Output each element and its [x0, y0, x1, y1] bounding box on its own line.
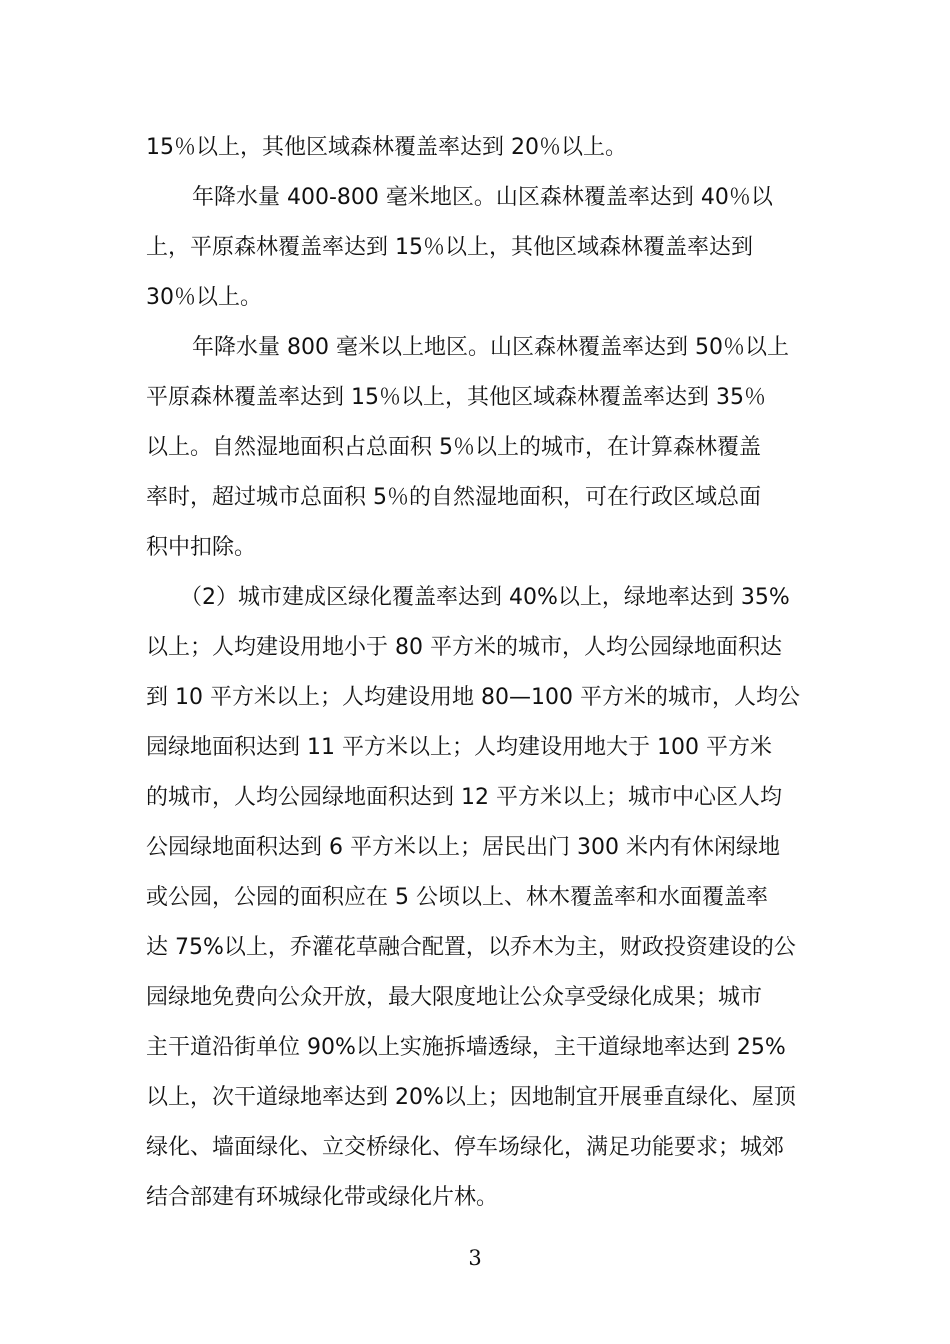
text-line: 达 75%以上，乔灌花草融合配置，以乔木为主，财政投资建设的公: [146, 935, 796, 960]
text-line: 园绿地面积达到 11 平方米以上；人均建设用地大于 100 平方米: [146, 735, 772, 760]
text-line: 平原森林覆盖率达到 15％以上，其他区域森林覆盖率达到 35％: [146, 385, 766, 410]
text-line: 15％以上，其他区域森林覆盖率达到 20％以上。: [146, 135, 627, 160]
text-line: 或公园，公园的面积应在 5 公顷以上、林木覆盖率和水面覆盖率: [146, 885, 768, 910]
text-line: 以上，次干道绿地率达到 20%以上；因地制宜开展垂直绿化、屋顶: [146, 1085, 796, 1110]
text-line: 以上。自然湿地面积占总面积 5％以上的城市，在计算森林覆盖: [146, 435, 761, 460]
text-line: 结合部建有环城绿化带或绿化片林。: [146, 1185, 499, 1210]
text-line: 公园绿地面积达到 6 平方米以上；居民出门 300 米内有休闲绿地: [146, 835, 780, 860]
text-line: 以上；人均建设用地小于 80 平方米的城市，人均公园绿地面积达: [146, 635, 782, 660]
text-line: 上，平原森林覆盖率达到 15％以上，其他区域森林覆盖率达到: [146, 235, 753, 260]
text-line: 的城市，人均公园绿地面积达到 12 平方米以上；城市中心区人均: [146, 785, 782, 810]
text-line: 园绿地免费向公众开放，最大限度地让公众享受绿化成果；城市: [146, 985, 763, 1010]
text-line: 年降水量 400-800 毫米地区。山区森林覆盖率达到 40％以: [192, 185, 773, 210]
text-line: 到 10 平方米以上；人均建设用地 80—100 平方米的城市，人均公: [146, 685, 800, 710]
text-line: （2）城市建成区绿化覆盖率达到 40%以上，绿地率达到 35%: [180, 585, 790, 610]
text-line: 主干道沿街单位 90%以上实施拆墙透绿，主干道绿地率达到 25%: [146, 1035, 786, 1060]
text-line: 率时，超过城市总面积 5％的自然湿地面积，可在行政区域总面: [146, 485, 761, 510]
page-number: 3: [468, 1246, 482, 1270]
text-line: 30％以上。: [146, 285, 262, 310]
text-line: 绿化、墙面绿化、立交桥绿化、停车场绿化，满足功能要求；城郊: [146, 1135, 785, 1160]
text-line: 年降水量 800 毫米以上地区。山区森林覆盖率达到 50％以上: [192, 335, 789, 360]
text-line: 积中扣除。: [146, 535, 257, 560]
